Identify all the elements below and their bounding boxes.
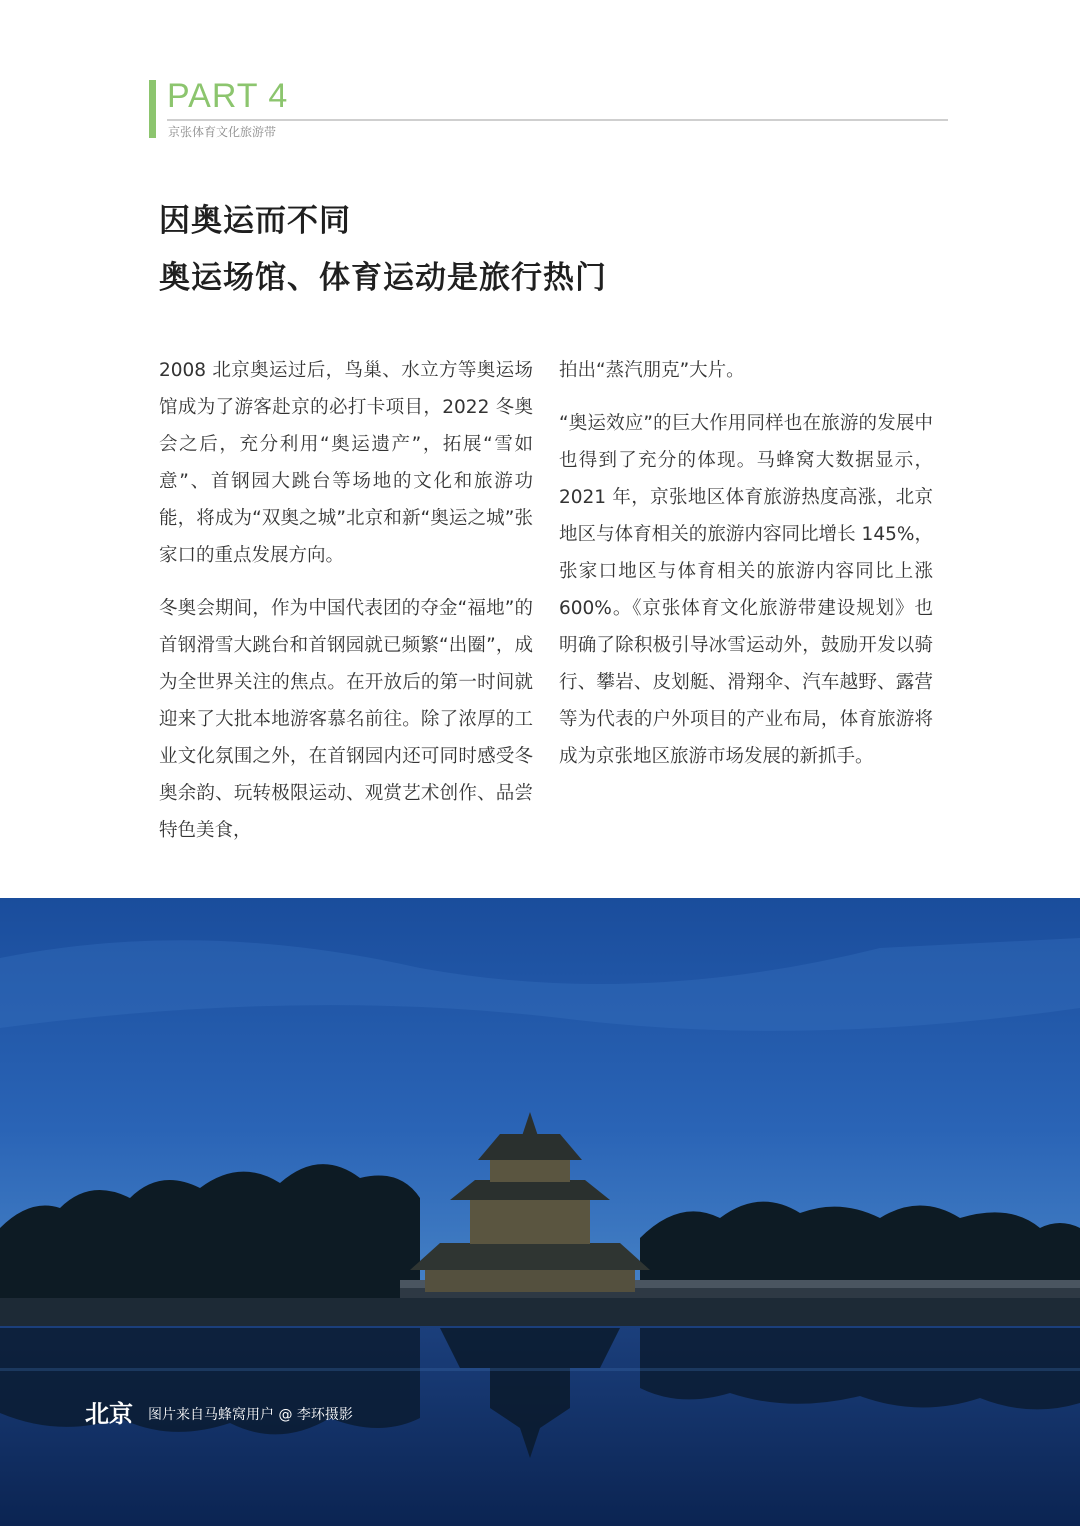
city-label: 北京	[85, 1400, 133, 1428]
tower-mid-roof	[450, 1180, 610, 1200]
part-label: PART 4	[167, 77, 289, 115]
paragraph: 2008 北京奥运过后，鸟巢、水立方等奥运场馆成为了游客赴京的必打卡项目，2022 冬奥会之后，充分利用“奥运遗产”，拓展“雪如意”、首钢园大跳台等场地的文化和旅游功能，将成为“双奥之城”北京和新“奥运之城”张家口的重点发展方向。	[159, 360, 533, 566]
moat-bank	[0, 1298, 1080, 1328]
photo-illustration	[0, 898, 1080, 1526]
paragraph: 冬奥会期间，作为中国代表团的夺金“福地”的首钢滑雪大跳台和首钢园就已频繁“出圈”，成为全世界关注的焦点。在开放后的第一时间就迎来了大批本地游客慕名前往。除了浓厚的工业文化氛围之外，在首钢园内还可同时感受冬奥余韵、玩转极限运动、观赏艺术创作、品尝特色美食，	[159, 598, 533, 841]
paragraph: “奥运效应”的巨大作用同样也在旅游的发展中也得到了充分的体现。马蜂窝大数据显示，2021 年，京张地区体育旅游热度高涨，北京地区与体育相关的旅游内容同比增长 145%，张家口地区与体育相关的旅游内容同比上涨 600%。《京张体育文化旅游带建设规划》也明确了除积极引导冰雪运动外，鼓励开发以骑行、攀岩、皮划艇、滑翔伞、汽车越野、露营等为代表的户外项目的产业布局，体育旅游将成为京张地区旅游市场发展的新抓手。	[559, 413, 933, 767]
tower-lower-roof	[410, 1243, 650, 1270]
part-accent-bar	[149, 80, 156, 138]
headline-line-2: 奥运场馆、体育运动是旅行热门	[159, 260, 607, 296]
forbidden-city-photo	[0, 898, 1080, 1526]
tower-body-lower	[425, 1270, 635, 1292]
header-divider	[167, 119, 948, 121]
body-column-left	[159, 352, 533, 865]
water-shine	[0, 1368, 1080, 1371]
paragraph: 拍出“蒸汽朋克”大片。	[559, 360, 745, 381]
photo-credit: 图片来自马蜂窝用户 @ 李环摄影	[148, 1407, 353, 1423]
headline-line-1: 因奥运而不同	[159, 203, 351, 239]
tower-body	[470, 1198, 590, 1244]
body-column-right	[559, 352, 933, 791]
section-subtitle: 京张体育文化旅游带	[168, 125, 277, 139]
